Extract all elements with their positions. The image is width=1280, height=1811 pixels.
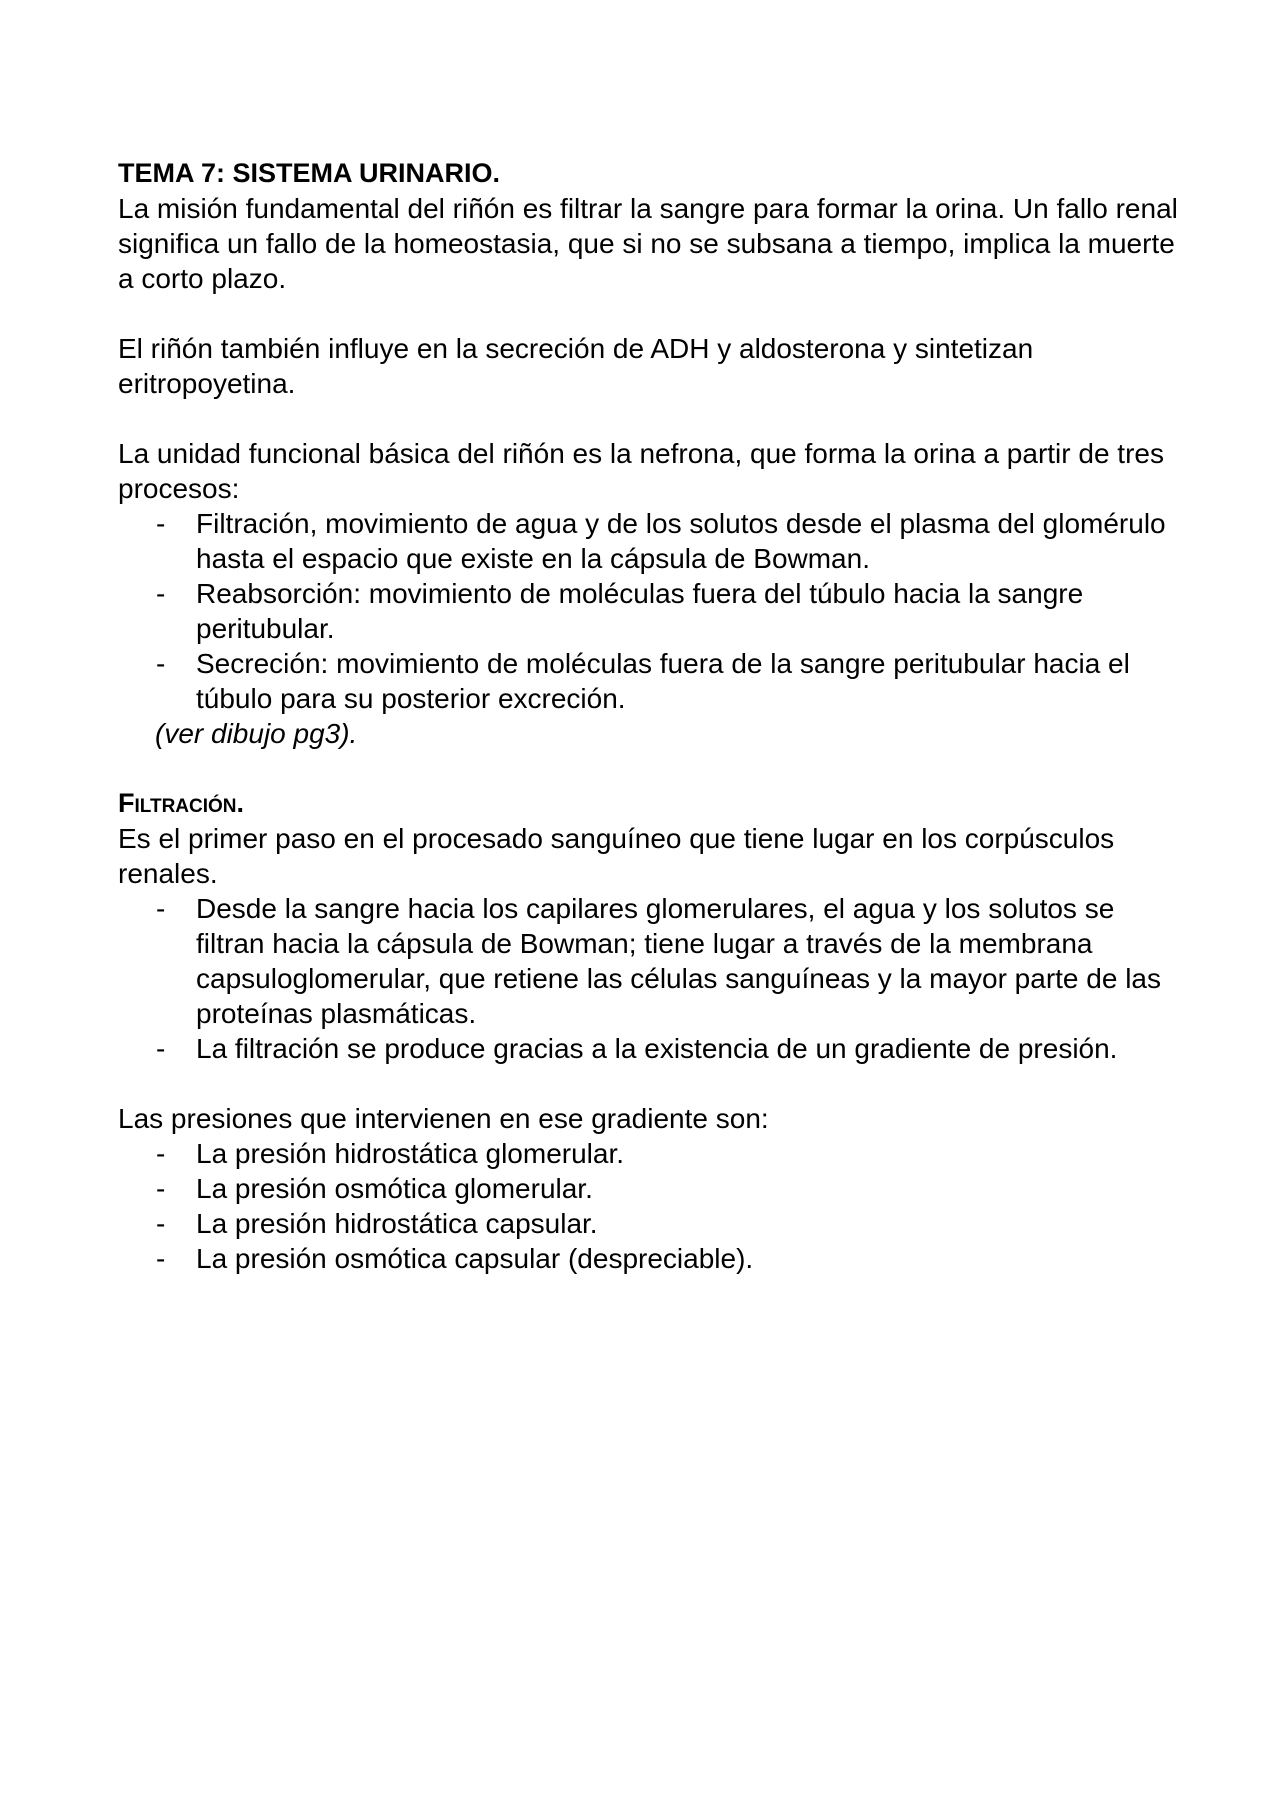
filtration-intro: Es el primer paso en el procesado sanguíneo que tiene lugar en los corpúsculos renales. — [118, 823, 1115, 889]
list-item: - Filtración, movimiento de agua y de los solutos desde el plasma del glomérulo hasta el espacio que existe en la cápsula de Bowman. — [118, 506, 1178, 576]
intro-paragraph-1: La misión fundamental del riñón es filtrar la sangre para formar la orina. Un fallo renal significa un fallo de la homeostasia, que si no se subsana a tiempo, implica la muerte a corto plazo. — [118, 193, 1178, 294]
spacer — [118, 1066, 1178, 1101]
list-item: - La presión osmótica glomerular. — [118, 1171, 1178, 1206]
document-page — [118, 156, 1178, 1276]
list-item: - Desde la sangre hacia los capilares glomerulares, el agua y los solutos se filtran hacia la cápsula de Bowman; tiene lugar a través de la membrana capsuloglomerular, que retiene las células sanguíneas y la mayor parte de las proteínas plasmáticas. — [118, 891, 1178, 1031]
figure-note: (ver dibujo pg3). — [155, 718, 358, 749]
filtration-points-list — [118, 891, 1178, 1066]
spacer — [118, 296, 1178, 331]
intro-paragraph-3: La unidad funcional básica del riñón es la nefrona, que forma la orina a partir de tres procesos: — [118, 438, 1164, 504]
list-item: - Reabsorción: movimiento de moléculas fuera del túbulo hacia la sangre peritubular. — [118, 576, 1178, 646]
section-heading-filtration: Filtración. — [118, 788, 245, 818]
pressures-list — [118, 1136, 1178, 1276]
list-item: - La presión hidrostática glomerular. — [118, 1136, 1178, 1171]
spacer — [118, 751, 1178, 786]
list-item: - La filtración se produce gracias a la existencia de un gradiente de presión. — [118, 1031, 1178, 1066]
processes-list — [118, 506, 1178, 716]
spacer — [118, 401, 1178, 436]
list-item: - La presión osmótica capsular (despreciable). — [118, 1241, 1178, 1276]
document-title: TEMA 7: SISTEMA URINARIO. — [118, 158, 501, 188]
pressures-intro: Las presiones que intervienen en ese gradiente son: — [118, 1103, 769, 1134]
list-item: - La presión hidrostática capsular. — [118, 1206, 1178, 1241]
intro-paragraph-2: El riñón también influye en la secreción de ADH y aldosterona y sintetizan eritropoyetina. — [118, 333, 1034, 399]
list-item: - Secreción: movimiento de moléculas fuera de la sangre peritubular hacia el túbulo para su posterior excreción. — [118, 646, 1178, 716]
